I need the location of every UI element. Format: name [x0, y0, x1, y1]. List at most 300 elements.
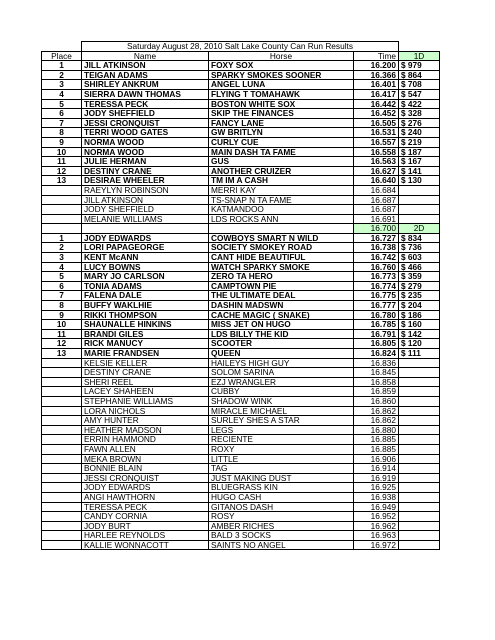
place-cell	[42, 540, 82, 550]
rider-name-cell: JODY EDWARDS	[82, 483, 209, 493]
time-cell: 16.862	[354, 416, 399, 426]
placing-row	[42, 89, 440, 99]
place-cell: 7	[42, 118, 82, 128]
time-cell: 16.906	[354, 454, 399, 464]
horse-name-cell: ANOTHER CRUIZER	[209, 166, 354, 176]
horse-name-cell: BOSTON WHITE SOX	[209, 99, 354, 109]
rider-name-cell: STEPHANIE WILLIAMS	[82, 396, 209, 406]
place-cell	[42, 521, 82, 531]
rider-name-cell: KELSIE KELLER	[82, 358, 209, 368]
time-cell: 16.366	[354, 70, 399, 80]
time-cell: 16.442	[354, 99, 399, 109]
payout-cell: $ 328	[399, 109, 440, 119]
rider-name-cell: AMY HUNTER	[82, 416, 209, 426]
payout-cell	[399, 406, 440, 416]
payout-cell	[399, 444, 440, 454]
header-place: Place	[42, 51, 82, 61]
time-cell: 16.563	[354, 157, 399, 167]
results-sheet	[41, 41, 440, 550]
header-division: 1D	[399, 51, 440, 61]
place-cell	[42, 377, 82, 387]
place-cell: 8	[42, 128, 82, 138]
horse-name-cell: RECIENTE	[209, 435, 354, 445]
result-row	[42, 205, 440, 215]
rider-name-cell: ANGI HAWTHORN	[82, 492, 209, 502]
time-cell: 16.972	[354, 540, 399, 550]
result-row	[42, 502, 440, 512]
time-cell: 16.777	[354, 301, 399, 311]
rider-name-cell: KALLIE WONNACOTT	[82, 540, 209, 550]
payout-cell: $ 186	[399, 310, 440, 320]
placing-row	[42, 70, 440, 80]
horse-name-cell: GUS	[209, 157, 354, 167]
payout-cell	[399, 454, 440, 464]
time-cell: 16.684	[354, 185, 399, 195]
time-cell: 16.859	[354, 387, 399, 397]
results-table	[41, 41, 440, 550]
payout-cell: $ 603	[399, 253, 440, 263]
payout-cell	[399, 396, 440, 406]
rider-name-cell: MELANIE WILLIAMS	[82, 214, 209, 224]
time-cell: 16.963	[354, 531, 399, 541]
rider-name-cell: RAEYLYN ROBINSON	[82, 185, 209, 195]
place-cell	[42, 387, 82, 397]
rider-name-cell: LUCY BOWNS	[82, 262, 209, 272]
place-cell	[42, 358, 82, 368]
horse-name-cell: LITTLE	[209, 454, 354, 464]
place-cell: 7	[42, 291, 82, 301]
payout-cell: $ 204	[399, 301, 440, 311]
time-cell: 16.775	[354, 291, 399, 301]
payout-cell	[399, 195, 440, 205]
rider-name-cell: TERESSA PECK	[82, 502, 209, 512]
rider-name-cell: SIERRA DAWN THOMAS	[82, 89, 209, 99]
rider-name-cell: MEKA BROWN	[82, 454, 209, 464]
horse-name-cell: BLUEGRASS KIN	[209, 483, 354, 493]
placing-row	[42, 329, 440, 339]
horse-name-cell: TM IM A CASH	[209, 176, 354, 186]
horse-name-cell: LDS ROCKS ANN	[209, 214, 354, 224]
placing-row	[42, 109, 440, 119]
horse-name-cell: THE ULTIMATE DEAL	[209, 291, 354, 301]
placing-row	[42, 137, 440, 147]
rider-name-cell: FAWN ALLEN	[82, 444, 209, 454]
placing-row	[42, 233, 440, 243]
blank-cell	[399, 42, 440, 52]
blank-cell	[209, 224, 354, 234]
horse-name-cell: LEGS	[209, 425, 354, 435]
rider-name-cell: KENT McANN	[82, 253, 209, 263]
place-cell	[42, 185, 82, 195]
time-cell: 16.914	[354, 464, 399, 474]
division-2-label: 2D	[399, 224, 440, 234]
horse-name-cell: SPARKY SMOKES SOONER	[209, 70, 354, 80]
place-cell: 3	[42, 253, 82, 263]
time-cell: 16.880	[354, 425, 399, 435]
time-cell: 16.885	[354, 435, 399, 445]
horse-name-cell: ROSY	[209, 512, 354, 522]
time-cell: 16.640	[354, 176, 399, 186]
place-cell	[42, 425, 82, 435]
result-row	[42, 473, 440, 483]
time-cell: 16.742	[354, 253, 399, 263]
rider-name-cell: JODY EDWARDS	[82, 233, 209, 243]
horse-name-cell: ROXY	[209, 444, 354, 454]
payout-cell	[399, 464, 440, 474]
placing-row	[42, 128, 440, 138]
payout-cell	[399, 387, 440, 397]
place-cell: 5	[42, 272, 82, 282]
time-cell: 16.417	[354, 89, 399, 99]
place-cell	[42, 435, 82, 445]
placing-row	[42, 291, 440, 301]
horse-name-cell: MIRACLE MICHAEL	[209, 406, 354, 416]
horse-name-cell: SHADOW WINK	[209, 396, 354, 406]
result-row	[42, 435, 440, 445]
place-cell	[42, 464, 82, 474]
place-cell	[42, 492, 82, 502]
time-cell: 16.738	[354, 243, 399, 253]
time-cell: 16.200	[354, 61, 399, 71]
rider-name-cell: RIKKI THOMPSON	[82, 310, 209, 320]
time-cell: 16.531	[354, 128, 399, 138]
payout-cell	[399, 483, 440, 493]
place-cell	[42, 502, 82, 512]
time-cell: 16.780	[354, 310, 399, 320]
horse-name-cell: MISS JET ON HUGO	[209, 320, 354, 330]
payout-cell: $ 359	[399, 272, 440, 282]
horse-name-cell: BALD 3 SOCKS	[209, 531, 354, 541]
payout-cell	[399, 368, 440, 378]
result-row	[42, 464, 440, 474]
horse-name-cell: CUBBY	[209, 387, 354, 397]
payout-cell	[399, 377, 440, 387]
result-row	[42, 377, 440, 387]
time-cell: 16.885	[354, 444, 399, 454]
place-cell	[42, 416, 82, 426]
time-cell: 16.691	[354, 214, 399, 224]
time-cell: 16.687	[354, 195, 399, 205]
place-cell: 3	[42, 80, 82, 90]
placing-row	[42, 61, 440, 71]
horse-name-cell: GITANOS DASH	[209, 502, 354, 512]
placing-row	[42, 272, 440, 282]
rider-name-cell: SHERI REEL	[82, 377, 209, 387]
payout-cell: $ 167	[399, 157, 440, 167]
payout-cell: $ 422	[399, 99, 440, 109]
horse-name-cell: CANT HIDE BEAUTIFUL	[209, 253, 354, 263]
time-cell: 16.785	[354, 320, 399, 330]
placing-row	[42, 253, 440, 263]
horse-name-cell: TS-SNAP N TA FAME	[209, 195, 354, 205]
payout-cell: $ 142	[399, 329, 440, 339]
time-cell: 16.860	[354, 396, 399, 406]
horse-name-cell: JUST MAKING DUST	[209, 473, 354, 483]
result-row	[42, 358, 440, 368]
payout-cell	[399, 205, 440, 215]
rider-name-cell: DESIRAE WHEELER	[82, 176, 209, 186]
payout-cell	[399, 185, 440, 195]
place-cell	[42, 205, 82, 215]
place-cell	[42, 531, 82, 541]
blank-cell	[42, 42, 82, 52]
payout-cell	[399, 435, 440, 445]
payout-cell: $ 111	[399, 349, 440, 359]
place-cell: 1	[42, 233, 82, 243]
result-row	[42, 195, 440, 205]
rider-name-cell: MARY JO CARLSON	[82, 272, 209, 282]
rider-name-cell: SHAUNALLE HINKINS	[82, 320, 209, 330]
horse-name-cell: GW BRITLYN	[209, 128, 354, 138]
result-row	[42, 512, 440, 522]
placing-row	[42, 320, 440, 330]
placing-row	[42, 339, 440, 349]
rider-name-cell: DESTINY CRANE	[82, 368, 209, 378]
header-horse: Horse	[209, 51, 354, 61]
result-row	[42, 521, 440, 531]
place-cell	[42, 214, 82, 224]
horse-name-cell: QUEEN	[209, 349, 354, 359]
payout-cell: $ 130	[399, 176, 440, 186]
payout-cell: $ 219	[399, 137, 440, 147]
place-cell	[42, 444, 82, 454]
placing-row	[42, 281, 440, 291]
rider-name-cell: CANDY CORNIA	[82, 512, 209, 522]
payout-cell: $ 834	[399, 233, 440, 243]
horse-name-cell: FANCY LANE	[209, 118, 354, 128]
time-cell: 16.949	[354, 502, 399, 512]
time-cell: 16.774	[354, 281, 399, 291]
rider-name-cell: JILL ATKINSON	[82, 61, 209, 71]
payout-cell: $ 466	[399, 262, 440, 272]
horse-name-cell: EZJ WRANGLER	[209, 377, 354, 387]
place-cell: 13	[42, 349, 82, 359]
horse-name-cell: CURLY CUE	[209, 137, 354, 147]
rider-name-cell: HARLEE REYNOLDS	[82, 531, 209, 541]
horse-name-cell: SOLOM SARINA	[209, 368, 354, 378]
time-cell: 16.938	[354, 492, 399, 502]
time-cell: 16.858	[354, 377, 399, 387]
place-cell: 4	[42, 89, 82, 99]
time-cell: 16.687	[354, 205, 399, 215]
rider-name-cell: FALENA DALE	[82, 291, 209, 301]
rider-name-cell: JULIE HERMAN	[82, 157, 209, 167]
place-cell	[42, 368, 82, 378]
payout-cell	[399, 512, 440, 522]
place-cell: 12	[42, 166, 82, 176]
rider-name-cell: TONIA ADAMS	[82, 281, 209, 291]
place-cell: 13	[42, 176, 82, 186]
time-cell: 16.505	[354, 118, 399, 128]
placing-row	[42, 118, 440, 128]
time-cell: 16.557	[354, 137, 399, 147]
rider-name-cell: SHIRLEY ANKRUM	[82, 80, 209, 90]
time-cell: 16.845	[354, 368, 399, 378]
horse-name-cell: CAMPTOWN PIE	[209, 281, 354, 291]
payout-cell: $ 276	[399, 118, 440, 128]
rider-name-cell: JESSI CRONQUIST	[82, 118, 209, 128]
rider-name-cell: BONNIE BLAIN	[82, 464, 209, 474]
payout-cell: $ 979	[399, 61, 440, 71]
horse-name-cell: SOCIETY SMOKEY ROAD	[209, 243, 354, 253]
horse-name-cell: SKIP THE FINANCES	[209, 109, 354, 119]
place-cell: 8	[42, 301, 82, 311]
payout-cell: $ 160	[399, 320, 440, 330]
payout-cell: $ 864	[399, 70, 440, 80]
place-cell: 10	[42, 320, 82, 330]
result-row	[42, 185, 440, 195]
horse-name-cell: SCOOTER	[209, 339, 354, 349]
time-cell: 16.919	[354, 473, 399, 483]
placing-row	[42, 310, 440, 320]
horse-name-cell: DASHIN MADSWN	[209, 301, 354, 311]
payout-cell	[399, 358, 440, 368]
time-cell: 16.925	[354, 483, 399, 493]
horse-name-cell: MERRI KAY	[209, 185, 354, 195]
place-cell: 11	[42, 329, 82, 339]
payout-cell: $ 240	[399, 128, 440, 138]
placing-row	[42, 166, 440, 176]
time-cell: 16.952	[354, 512, 399, 522]
place-cell	[42, 406, 82, 416]
rider-name-cell: LACEY SHAHEEN	[82, 387, 209, 397]
placing-row	[42, 176, 440, 186]
horse-name-cell: FOXY SOX	[209, 61, 354, 71]
result-row	[42, 425, 440, 435]
division-2-cutoff-time: 16.700	[354, 224, 399, 234]
payout-cell	[399, 214, 440, 224]
payout-cell	[399, 540, 440, 550]
rider-name-cell: JODY BURT	[82, 521, 209, 531]
place-cell	[42, 473, 82, 483]
place-cell: 2	[42, 243, 82, 253]
place-cell	[42, 454, 82, 464]
rider-name-cell: TEIGAN ADAMS	[82, 70, 209, 80]
place-cell: 6	[42, 109, 82, 119]
rider-name-cell: JODY SHEFFIELD	[82, 109, 209, 119]
result-row	[42, 406, 440, 416]
time-cell: 16.824	[354, 349, 399, 359]
payout-cell: $ 736	[399, 243, 440, 253]
payout-cell: $ 547	[399, 89, 440, 99]
title-row	[42, 42, 440, 52]
blank-cell	[82, 224, 209, 234]
horse-name-cell: WATCH SPARKY SMOKE	[209, 262, 354, 272]
horse-name-cell: ANGEL LUNA	[209, 80, 354, 90]
result-row	[42, 416, 440, 426]
place-cell: 9	[42, 137, 82, 147]
payout-cell	[399, 531, 440, 541]
blank-cell	[42, 224, 82, 234]
time-cell: 16.401	[354, 80, 399, 90]
rider-name-cell: DESTINY CRANE	[82, 166, 209, 176]
result-row	[42, 454, 440, 464]
horse-name-cell: KATMANDOO	[209, 205, 354, 215]
placing-row	[42, 262, 440, 272]
horse-name-cell: HAILEYS HIGH GUY	[209, 358, 354, 368]
payout-cell	[399, 502, 440, 512]
result-row	[42, 214, 440, 224]
payout-cell: $ 235	[399, 291, 440, 301]
place-cell: 4	[42, 262, 82, 272]
payout-cell	[399, 416, 440, 426]
placing-row	[42, 157, 440, 167]
placing-row	[42, 301, 440, 311]
horse-name-cell: HUGO CASH	[209, 492, 354, 502]
place-cell	[42, 483, 82, 493]
rider-name-cell: RICK MANUCY	[82, 339, 209, 349]
place-cell: 2	[42, 70, 82, 80]
result-row	[42, 368, 440, 378]
rider-name-cell: TERRI WOOD GATES	[82, 128, 209, 138]
time-cell: 16.773	[354, 272, 399, 282]
payout-cell	[399, 492, 440, 502]
rider-name-cell: LORA NICHOLS	[82, 406, 209, 416]
placing-row	[42, 243, 440, 253]
rider-name-cell: JODY SHEFFIELD	[82, 205, 209, 215]
rider-name-cell: BRANDI GILES	[82, 329, 209, 339]
rider-name-cell: JILL ATKINSON	[82, 195, 209, 205]
place-cell: 11	[42, 157, 82, 167]
result-row	[42, 531, 440, 541]
result-row	[42, 483, 440, 493]
payout-cell: $ 279	[399, 281, 440, 291]
horse-name-cell: SURLEY SHES A STAR	[209, 416, 354, 426]
horse-name-cell: MAIN DASH TA FAME	[209, 147, 354, 157]
payout-cell: $ 708	[399, 80, 440, 90]
horse-name-cell: AMBER RICHES	[209, 521, 354, 531]
placing-row	[42, 147, 440, 157]
payout-cell	[399, 425, 440, 435]
rider-name-cell: NORMA WOOD	[82, 147, 209, 157]
division-2-header-row	[42, 224, 440, 234]
time-cell: 16.727	[354, 233, 399, 243]
header-row	[42, 51, 440, 61]
place-cell	[42, 396, 82, 406]
time-cell: 16.791	[354, 329, 399, 339]
rider-name-cell: BUFFY WAKLHIE	[82, 301, 209, 311]
time-cell: 16.627	[354, 166, 399, 176]
place-cell: 10	[42, 147, 82, 157]
rider-name-cell: LORI PAPAGEORGE	[82, 243, 209, 253]
time-cell: 16.805	[354, 339, 399, 349]
time-cell: 16.452	[354, 109, 399, 119]
place-cell	[42, 195, 82, 205]
time-cell: 16.760	[354, 262, 399, 272]
time-cell: 16.962	[354, 521, 399, 531]
horse-name-cell: ZERO TA HERO	[209, 272, 354, 282]
placing-row	[42, 349, 440, 359]
rider-name-cell: NORMA WOOD	[82, 137, 209, 147]
result-row	[42, 387, 440, 397]
horse-name-cell: CACHE MAGIC ( SNAKE)	[209, 310, 354, 320]
header-time: Time	[354, 51, 399, 61]
time-cell: 16.862	[354, 406, 399, 416]
header-name: Name	[82, 51, 209, 61]
payout-cell: $ 187	[399, 147, 440, 157]
horse-name-cell: TAG	[209, 464, 354, 474]
sheet-title: Saturday August 28, 2010 Salt Lake County Can Run Results	[82, 42, 399, 52]
horse-name-cell: SAINTS NO ANGEL	[209, 540, 354, 550]
time-cell: 16.558	[354, 147, 399, 157]
placing-row	[42, 99, 440, 109]
payout-cell	[399, 521, 440, 531]
rider-name-cell: MARIE FRANDSEN	[82, 349, 209, 359]
place-cell: 6	[42, 281, 82, 291]
payout-cell: $ 141	[399, 166, 440, 176]
horse-name-cell: FLYING T TOMAHAWK	[209, 89, 354, 99]
result-row	[42, 444, 440, 454]
